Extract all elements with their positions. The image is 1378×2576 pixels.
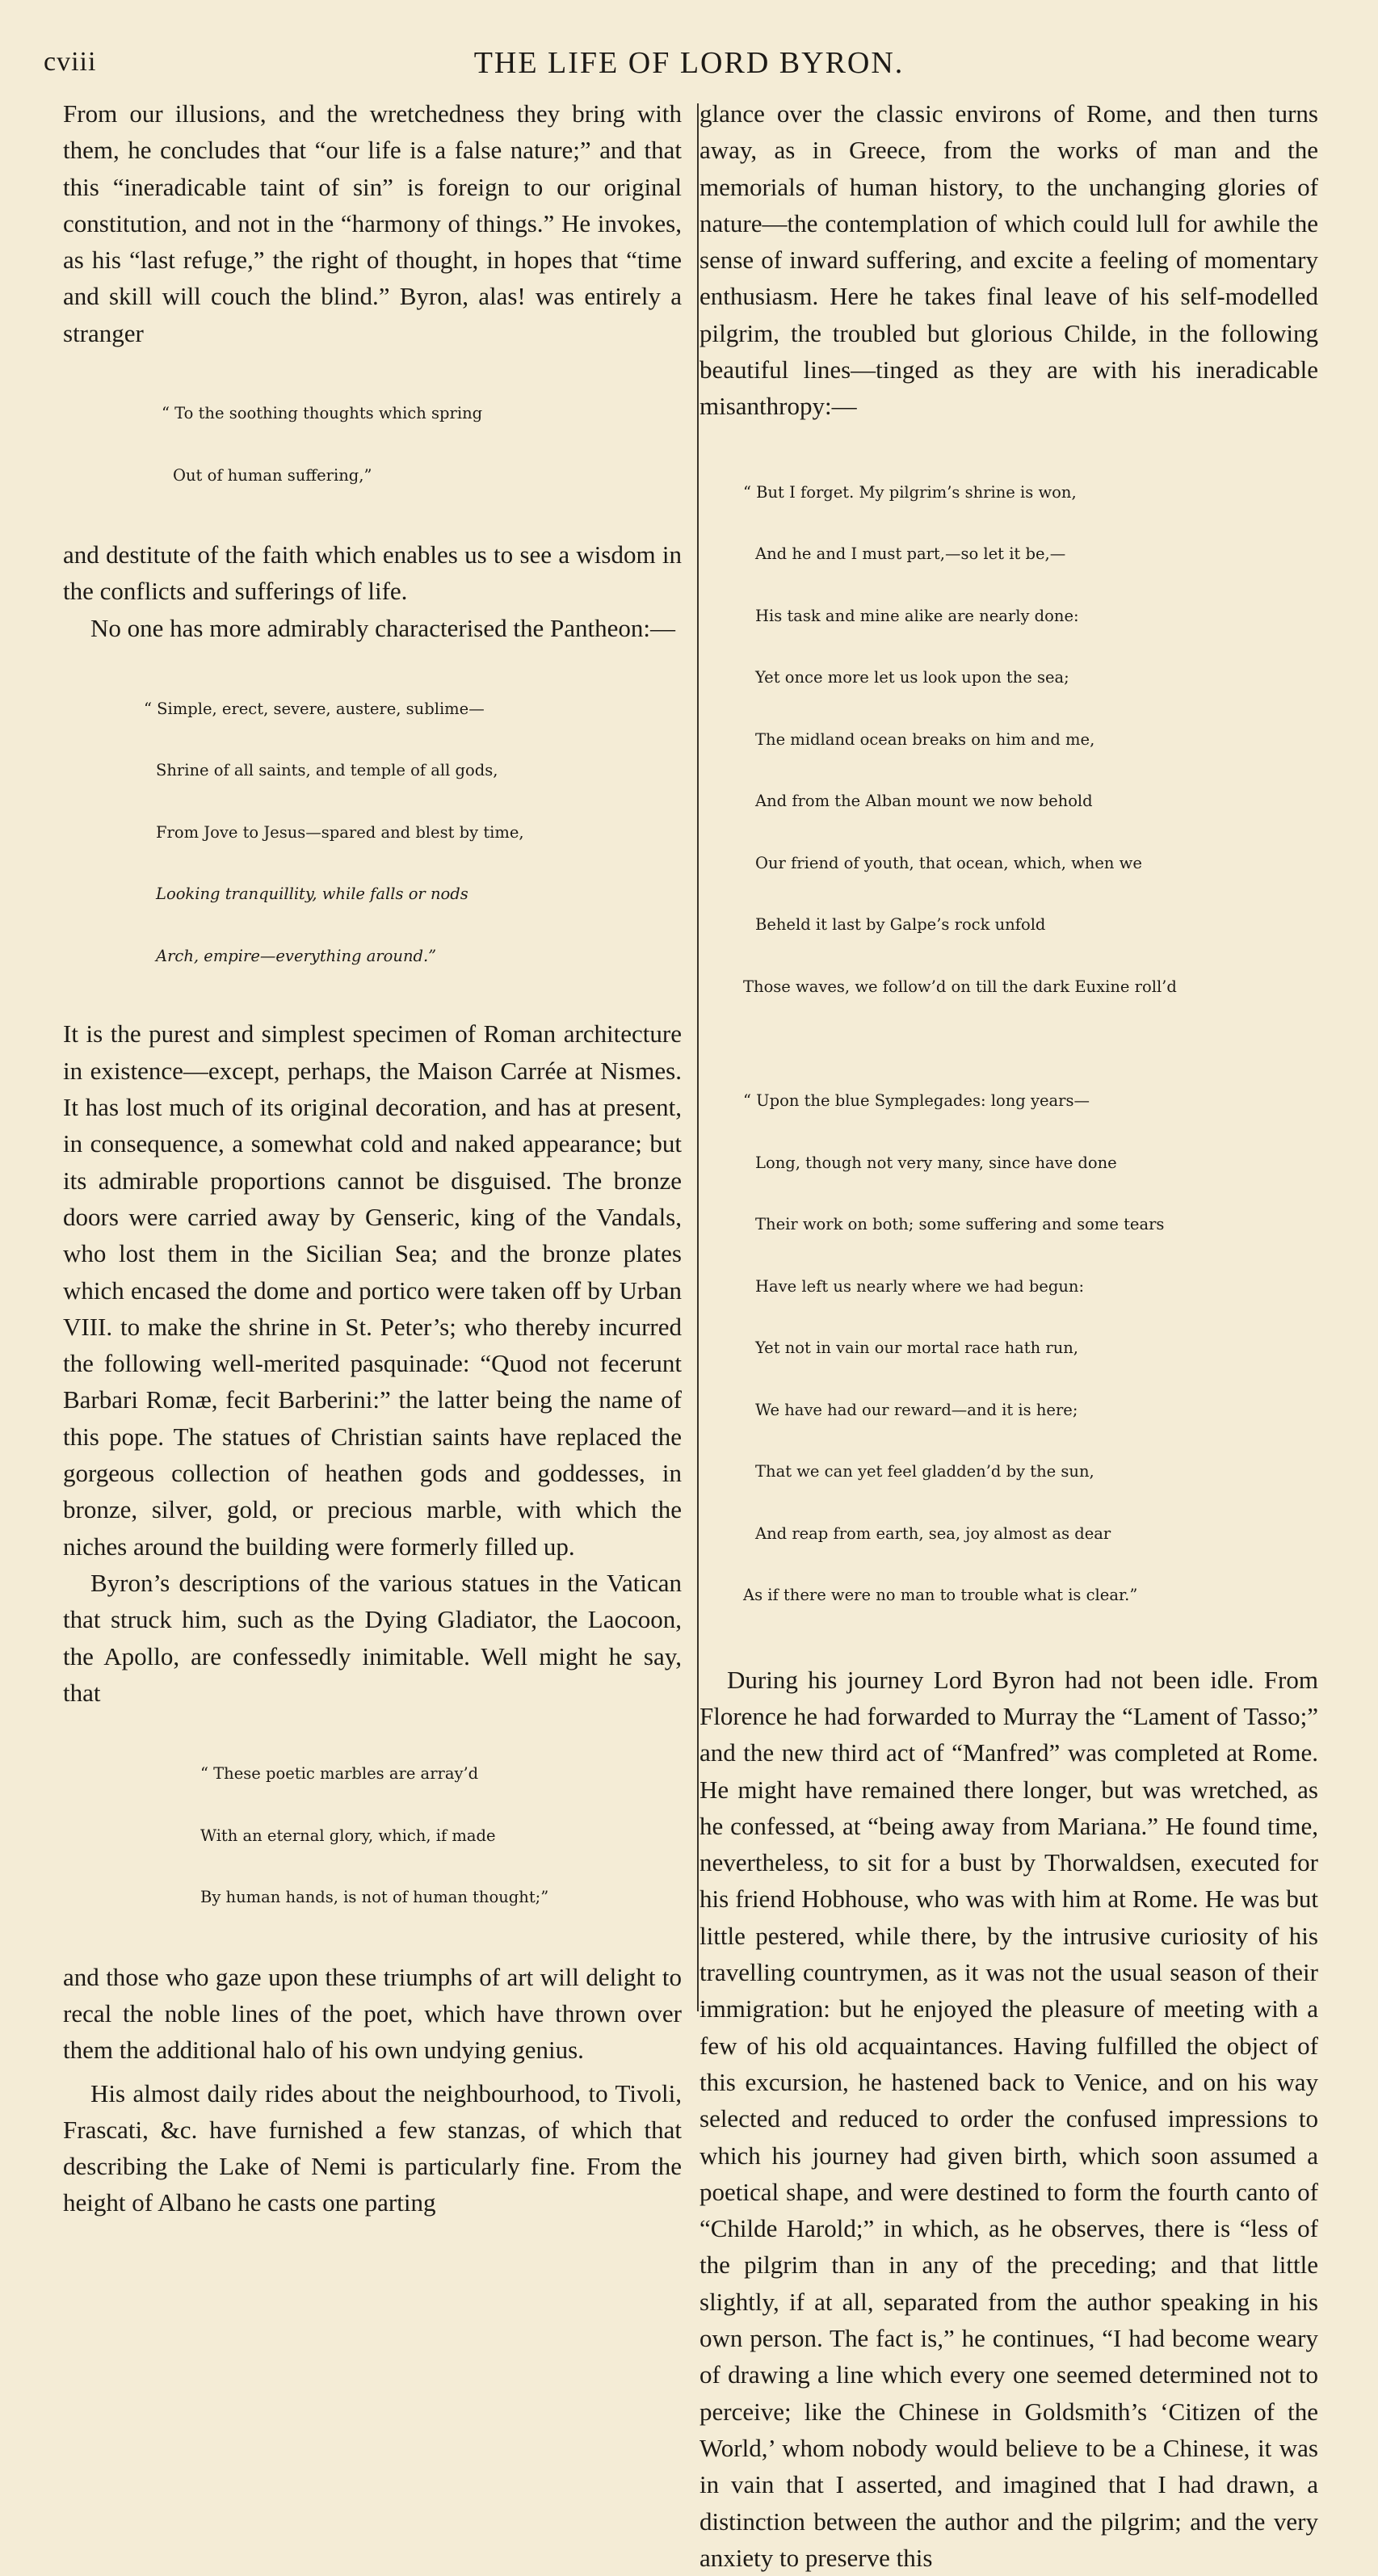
verse-quote — [700, 1049, 1318, 1647]
page-header — [42, 40, 1336, 89]
verse-line: Our friend of youth, that ocean, which, when we — [755, 853, 1142, 872]
verse-line: “ These poetic marbles are array’d — [200, 1764, 479, 1784]
verse-line: Have left us nearly where we had begun: — [755, 1276, 1085, 1296]
verse-line: Those waves, we follow’d on till the dark Euxine roll’d — [743, 977, 1177, 996]
verse-line: That we can yet feel gladden’d by the sun, — [755, 1462, 1094, 1481]
verse-line: By human hands, is not of human thought;” — [200, 1888, 549, 1907]
verse-line: “ But I forget. My pilgrim’s shrine is won, — [743, 482, 1077, 502]
verse-line: Looking tranquillity, while falls or nods — [156, 885, 468, 904]
verse-quote — [63, 362, 682, 527]
page-number: cviii — [44, 47, 97, 77]
column-divider — [697, 103, 699, 2011]
verse-line: With an eternal glory, which, if made — [200, 1826, 496, 1845]
paragraph: and destitute of the faith which enables us to see a wisdom in the conflicts and sufferings of life. — [63, 540, 682, 606]
verse-quote — [63, 658, 682, 1008]
left-column — [63, 95, 682, 2221]
verse-line: “ To the soothing thoughts which spring — [162, 404, 483, 423]
verse-line: And reap from earth, sea, joy almost as dear — [755, 1523, 1111, 1543]
paragraph: Byron’s descriptions of the various statues in the Vatican that struck him, such as the Dying Gladiator, the Laocoon, the Apollo, are confessedly inimitable. Well might he say, that — [63, 1568, 682, 1707]
verse-line: And he and I must part,—so let it be,— — [755, 544, 1066, 564]
paragraph: It is the purest and simplest specimen of Roman architecture in existence—except, perhaps, the Maison Carrée at Nismes. It has lost much of its original decoration, and has at present, in consequence, a somewhat cold and naked appearance; but its admirable proportions cannot be disguised. The bronze doors were carried away by Genseric, king of the Vandals, who lost them in the Sicilian Sea; and the bronze plates which encased the dome and portico were taken off by Urban VIII. to make the shrine in St. Peter’s; who thereby incurred the following well-merited pasquinade: “Quod not fecerunt Barbari Romæ, fecit Barberini:” the latter being the name of this pope. The statues of Christian saints have replaced the gorgeous collection of heathen gods and goddesses, in bronze, silver, gold, or precious marble, with which the niches around the building were formerly filled up. — [63, 1019, 682, 1561]
verse-line: Beheld it last by Galpe’s rock unfold — [755, 915, 1046, 935]
verse-line: We have had our reward—and it is here; — [755, 1400, 1078, 1419]
verse-line: Long, though not very many, since have done — [755, 1153, 1117, 1172]
verse-line: Their work on both; some suffering and some tears — [755, 1215, 1165, 1234]
verse-line: The midland ocean breaks on him and me, — [755, 729, 1095, 749]
right-column — [700, 95, 1318, 2576]
paragraph: glance over the classic environs of Rome, and then turns away, as in Greece, from the works of man and the memorials of human history, to the unchanging glories of nature—the contemplation of which could lull for awhile the sense of inward suffering, and excite a feeling of momentary enthusiasm. Here he takes final leave of his self-modelled pilgrim, the troubled but glorious Childe, in the following beautiful lines—tinged as they are with his ineradicable misanthropy:— — [700, 99, 1318, 421]
verse-line: As if there were no man to trouble what is clear.” — [743, 1586, 1138, 1605]
verse-line: “ Simple, erect, severe, austere, sublime— — [144, 699, 485, 718]
verse-quote — [63, 1722, 682, 1949]
verse-line: Yet once more let us look upon the sea; — [755, 668, 1069, 687]
paragraph: During his journey Lord Byron had not been idle. From Florence he had forwarded to Murray the “Lament of Tasso;” and the new third act of “Manfred” was completed at Rome. He might have remained there longer, but was wretched, as he confessed, at “being away from Mariana.” He found time, nevertheless, to sit for a bust by Thorwaldsen, executed for his friend Hobhouse, who was with him at Rome. He was but little pestered, while there, by the intrusive curiosity of his travelling countrymen, as it was not the usual season of their immigration: but he enjoyed the pleasure of meeting with a few of his old acquaintances. Having fulfilled the object of this excursion, he hastened back to Venice, and on his way selected and reduced to order the confused impressions to which his journey had given birth, which soon assumed a poetical shape, and were destined to form the fourth canto of “Childe Harold;” in which, as he observes, there is “less of the pilgrim than in any of the preceding; and that little slightly, if at all, separated from the author speaking in his own person. The fact is,” he continues, “I had become weary of drawing a line which every one seemed determined not to perceive; like the Chinese in Goldsmith’s ‘Citizen of the World,’ whom nobody would believe to be a Chinese, it was in vain that I asserted, and imagined that I had drawn, a distinction between the author and the pilgrim; and the very anxiety to preserve this — [700, 1665, 1318, 2572]
running-title: THE LIFE OF LORD BYRON. — [473, 46, 905, 80]
verse-line: His task and mine alike are nearly done: — [755, 606, 1079, 625]
verse-line: And from the Alban mount we now behold — [755, 792, 1093, 811]
verse-line: Arch, empire—everything around.” — [156, 946, 437, 965]
verse-quote — [700, 441, 1318, 1039]
verse-line: From Jove to Jesus—spared and blest by time, — [156, 822, 524, 842]
paragraph: From our illusions, and the wretchedness they bring with them, he concludes that “our life is a false nature;” and that this “ineradicable taint of sin” is foreign to our original constitution, and not in the “harmony of things.” He invokes, as his “last refuge,” the right of thought, in hopes that “time and skill will couch the blind.” Byron, alas! was entirely a stranger — [63, 99, 682, 347]
verse-line: Yet not in vain our mortal race hath run, — [755, 1338, 1079, 1358]
paragraph: No one has more admirably characterised the Pantheon:— — [90, 613, 675, 642]
verse-line: Out of human suffering,” — [173, 465, 372, 485]
verse-line: “ Upon the blue Symplegades: long years— — [743, 1091, 1090, 1111]
paragraph: and those who gaze upon these triumphs of art will delight to recal the noble lines of the poet, which have thrown over them the additional halo of his own undying genius. — [63, 1962, 682, 2065]
verse-line: Shrine of all saints, and temple of all gods, — [156, 761, 498, 780]
paragraph: His almost daily rides about the neighbourhood, to Tivoli, Frascati, &c. have furnished a few stanzas, of which that describing the Lake of Nemi is particularly fine. From the height of Albano he casts one parting — [63, 2078, 682, 2217]
